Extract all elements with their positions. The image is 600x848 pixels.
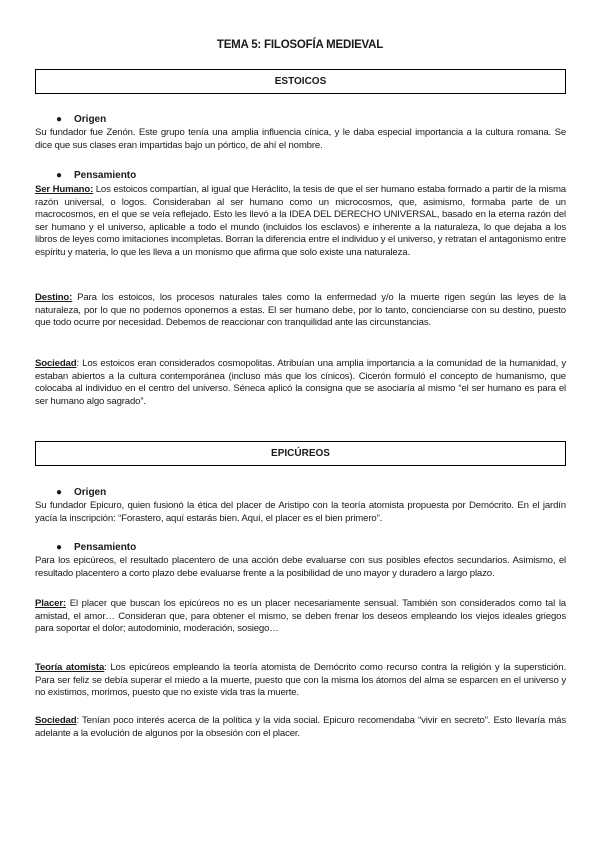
topic-text: Los estoicos compartían, al igual que Heráclito, la tesis de que el ser humano estaba formado a partir de la misma razón universal, o logos. Consideraban al ser humano como un microcosmos, que, asimismo, formaba parte de un macrocosmos, en el que se veía reflejado. Esto les llevó a la IDEA DEL DERECHO UNIVERSAL, basado en la eterna razón del ser humano y el universo, aplicable a todo el mundo (incluidos los esclavos) e inherente a la naturaleza, lo que dejaba a los libros de leyes como imitaciones incompletas. Borran la diferencia entre el individuo y el universo, y retratan el antagonismo entre espíritu y materia, lo que les lleva a un monismo que afirma que solo existe una naturaleza. — [35, 184, 566, 258]
bullet-label: Pensamiento — [74, 542, 137, 553]
bullet-dot-icon: ● — [56, 170, 63, 181]
paragraph-sociedad-epicureos — [35, 715, 566, 740]
bullet-pensamiento — [56, 169, 136, 182]
topic-text: : Tenían poco interés acerca de la política y la vida social. Epicuro recomendaba “vivir en secreto”. Esto llevaría más adelante a la evolución de algunos por la obsesión con el placer. — [35, 715, 566, 739]
term-ser-humano: Ser Humano: — [35, 184, 94, 195]
term-teoria-atomista: Teoría atomista — [35, 662, 105, 673]
paragraph-destino — [35, 292, 566, 330]
term-placer: Placer: — [35, 598, 66, 609]
bullet-label: Pensamiento — [74, 170, 137, 181]
bullet-dot-icon: ● — [56, 487, 63, 498]
paragraph-teoria-atomista — [35, 662, 566, 700]
bullet-origen — [56, 486, 106, 499]
bullet-label: Origen — [74, 487, 107, 498]
section-heading-estoicos: ESTOICOS — [35, 69, 566, 94]
topic-text: : Los estoicos eran considerados cosmopolitas. Atribuían una amplia importancia a la comunidad de la humanidad, y estaban abiertos a la cultura contemporánea (incluso más que los cínicos). Cicerón formuló el concepto de humanismo, que colocaba al individuo en el centro del universo. Séneca aplicó la consigna que se asociaría al mismo “el ser humano es para el ser humano algo sagrado”. — [35, 358, 566, 407]
bullet-origen — [56, 113, 106, 126]
term-sociedad: Sociedad — [35, 358, 77, 369]
paragraph-pensamiento: Para los epicúreos, el resultado placentero de una acción debe evaluarse con sus posibles efectos secundarios. Asimismo, el resultado placentero a corto plazo debe evaluarse frente a la posibilidad de uno mayor y duradero a largo plazo. — [35, 555, 566, 579]
topic-text: El placer que buscan los epicúreos no es un placer necesariamente sensual. También son considerados como tal la amistad, el amor… Consideran que, para obtener el mismo, se deben frenar los deseos empleando los viejos ideales griegos para soportar el dolor; autodominio, moderación, sosiego… — [35, 598, 566, 635]
paragraph-origen: Su fundador Epicuro, quien fusionó la ética del placer de Aristipo con la teoría atomista propuesta por Demócrito. En el jardín yacía la inscripción: “Forastero, aquí estarás bien. Aquí, el placer es el bien primero”. — [35, 500, 566, 524]
term-destino: Destino: — [35, 292, 73, 303]
bullet-dot-icon: ● — [56, 114, 63, 125]
bullet-dot-icon: ● — [56, 542, 63, 553]
page-title: TEMA 5: FILOSOFÍA MEDIEVAL — [216, 39, 384, 51]
topic-text: : Los epicúreos empleando la teoría atomista de Demócrito como recurso contra la religión y la superstición. Para ser feliz se debía superar el miedo a la muerte, puesto que con la misma los átomos del alma se esparcen en el universo y no existimos, morimos, puesto que no existe vida tras la muerte. — [35, 662, 566, 699]
section-heading-epicureos: EPICÚREOS — [35, 441, 566, 466]
term-sociedad: Sociedad — [35, 715, 77, 726]
bullet-label: Origen — [74, 114, 107, 125]
topic-text: Para los estoicos, los procesos naturales tales como la enfermedad y/o la muerte rigen según las leyes de la naturaleza, por lo que no podemos oponernos a estas. El ser humano debe, por lo tanto, concienciarse con su destino, puesto que todo ocurre por necesidad. Debemos de reaccionar con tranquilidad ante las circunstancias. — [35, 292, 566, 329]
paragraph-origen: Su fundador fue Zenón. Este grupo tenía una amplia influencia cínica, y le daba especial importancia a la cultura romana. Se dice que sus clases eran impartidas bajo un pórtico, de ahí el nombre. — [35, 127, 566, 151]
bullet-pensamiento — [56, 541, 136, 554]
paragraph-ser-humano — [35, 184, 566, 260]
paragraph-placer — [35, 598, 566, 636]
paragraph-sociedad-estoicos — [35, 358, 566, 408]
